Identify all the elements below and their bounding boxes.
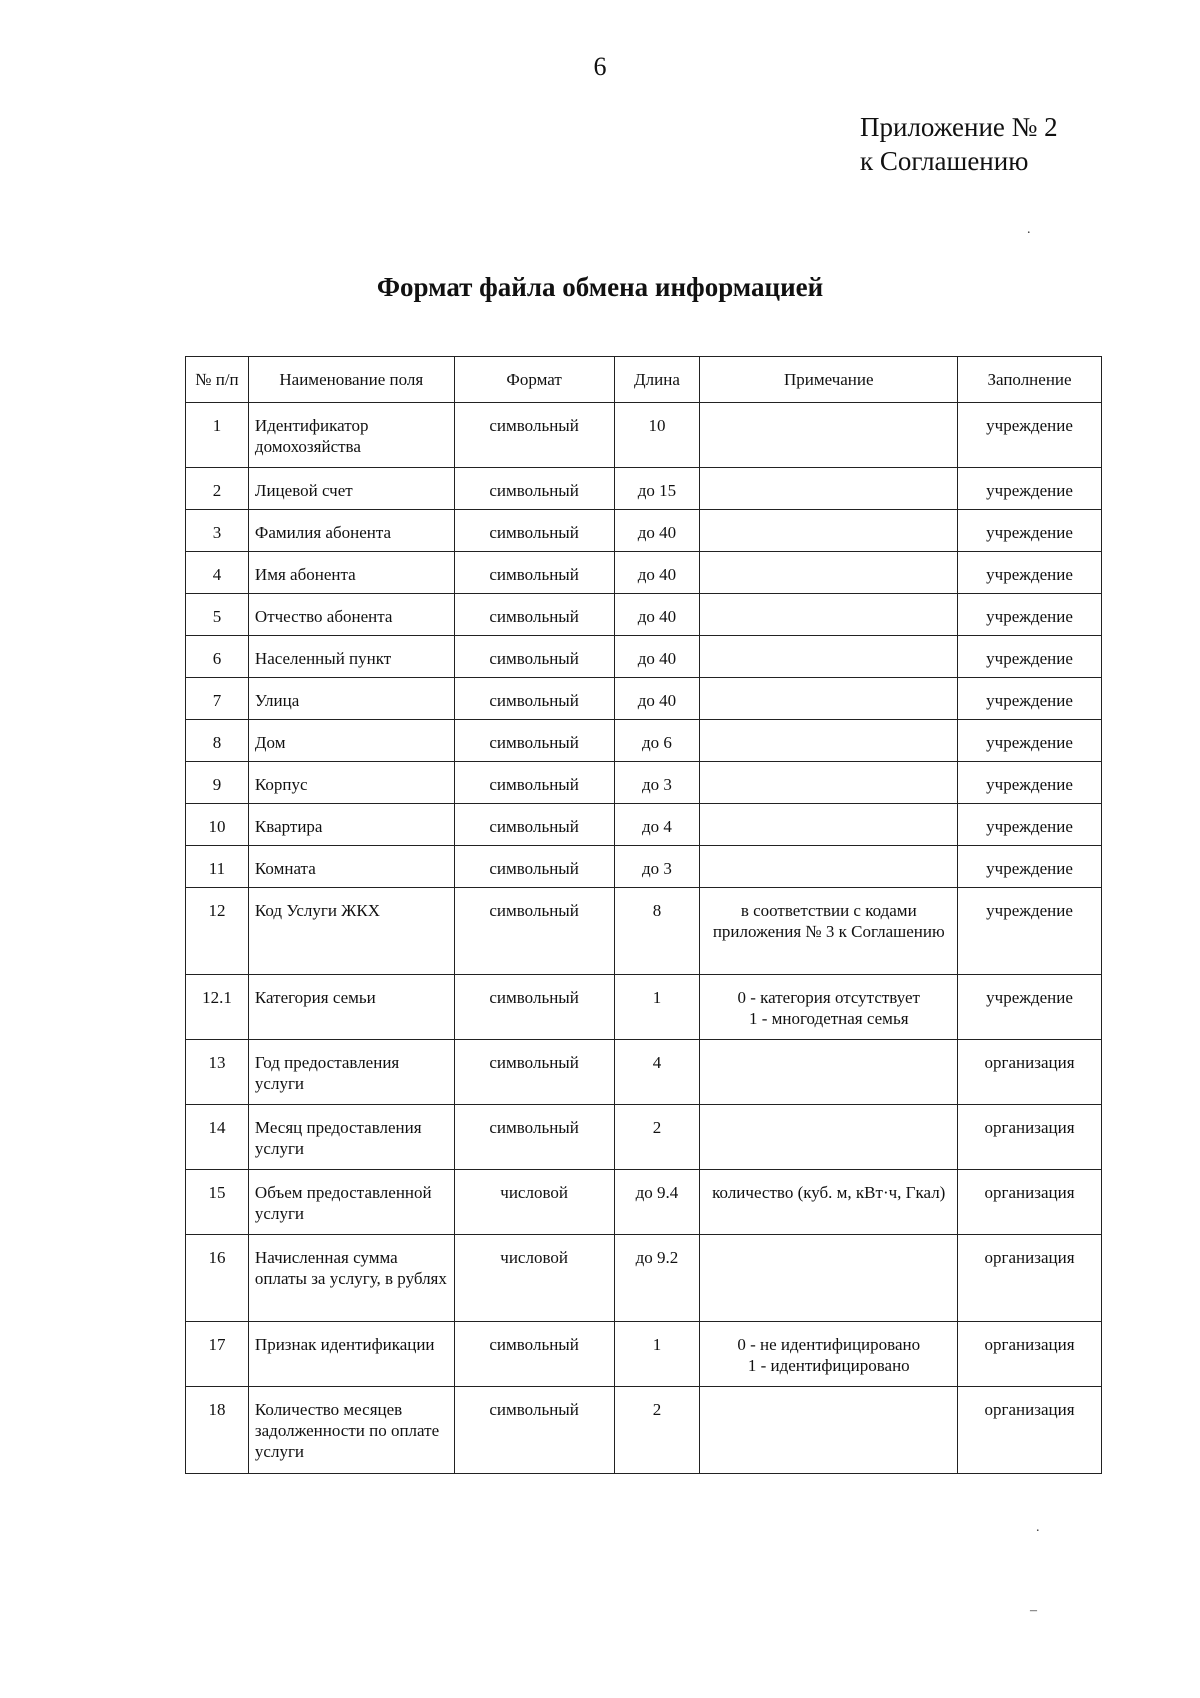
- cell-filling: учреждение: [958, 552, 1102, 594]
- cell-note: [700, 636, 958, 678]
- table-row: [186, 1235, 1102, 1322]
- cell-filling: учреждение: [958, 888, 1102, 975]
- cell-field-name: Объем предоставленной услуги: [248, 1170, 454, 1235]
- cell-format: символьный: [454, 1105, 614, 1170]
- cell-number: 2: [186, 468, 249, 510]
- cell-format: символьный: [454, 1322, 614, 1387]
- cell-length: до 3: [614, 846, 700, 888]
- cell-note: [700, 552, 958, 594]
- cell-field-name: Идентификатор домохозяйства: [248, 403, 454, 468]
- cell-filling: учреждение: [958, 762, 1102, 804]
- cell-number: 7: [186, 678, 249, 720]
- cell-note: [700, 1105, 958, 1170]
- header-field-name: Наименование поля: [248, 357, 454, 403]
- cell-note: [700, 678, 958, 720]
- cell-note: [700, 1235, 958, 1322]
- cell-filling: учреждение: [958, 846, 1102, 888]
- cell-filling: учреждение: [958, 720, 1102, 762]
- cell-field-name: Код Услуги ЖКХ: [248, 888, 454, 975]
- cell-format: символьный: [454, 552, 614, 594]
- cell-length: 10: [614, 403, 700, 468]
- cell-number: 13: [186, 1040, 249, 1105]
- cell-note: [700, 468, 958, 510]
- table-row: [186, 846, 1102, 888]
- file-format-table: [185, 356, 1102, 1474]
- cell-format: символьный: [454, 720, 614, 762]
- note-line: 0 - категория отсутствует: [737, 988, 920, 1007]
- page-number: 6: [593, 52, 607, 81]
- cell-note: [700, 762, 958, 804]
- table-row: [186, 762, 1102, 804]
- cell-number: 16: [186, 1235, 249, 1322]
- cell-length: до 6: [614, 720, 700, 762]
- cell-field-name: Лицевой счет: [248, 468, 454, 510]
- cell-format: символьный: [454, 975, 614, 1040]
- scan-speck: .: [1027, 222, 1031, 237]
- header-format: Формат: [454, 357, 614, 403]
- cell-number: 6: [186, 636, 249, 678]
- cell-filling: учреждение: [958, 510, 1102, 552]
- cell-number: 18: [186, 1387, 249, 1474]
- cell-number: 10: [186, 804, 249, 846]
- cell-length: до 9.4: [614, 1170, 700, 1235]
- cell-number: 12.1: [186, 975, 249, 1040]
- cell-field-name: Корпус: [248, 762, 454, 804]
- cell-note: [700, 594, 958, 636]
- table-header-row: [186, 357, 1102, 403]
- cell-format: числовой: [454, 1235, 614, 1322]
- cell-format: символьный: [454, 468, 614, 510]
- appendix-line-2: к Соглашению: [860, 146, 1029, 176]
- cell-length: до 40: [614, 636, 700, 678]
- cell-filling: учреждение: [958, 468, 1102, 510]
- cell-note: [700, 846, 958, 888]
- cell-field-name: Дом: [248, 720, 454, 762]
- table-row: [186, 720, 1102, 762]
- cell-field-name: Фамилия абонента: [248, 510, 454, 552]
- note-line: 1 - многодетная семья: [748, 1009, 909, 1028]
- cell-field-name: Имя абонента: [248, 552, 454, 594]
- cell-note: [700, 403, 958, 468]
- cell-note: [700, 1387, 958, 1474]
- cell-filling: организация: [958, 1235, 1102, 1322]
- cell-filling: организация: [958, 1387, 1102, 1474]
- cell-note: [700, 720, 958, 762]
- scan-speck: –: [1030, 1603, 1037, 1618]
- cell-filling: организация: [958, 1322, 1102, 1387]
- cell-length: до 4: [614, 804, 700, 846]
- cell-format: символьный: [454, 1040, 614, 1105]
- cell-filling: организация: [958, 1105, 1102, 1170]
- cell-length: 4: [614, 1040, 700, 1105]
- cell-format: символьный: [454, 636, 614, 678]
- cell-length: до 40: [614, 510, 700, 552]
- cell-note: [700, 1322, 958, 1387]
- cell-number: 9: [186, 762, 249, 804]
- cell-field-name: Начисленная сумма оплаты за услугу, в рублях: [248, 1235, 454, 1322]
- cell-length: 8: [614, 888, 700, 975]
- cell-filling: учреждение: [958, 594, 1102, 636]
- cell-format: символьный: [454, 762, 614, 804]
- cell-number: 17: [186, 1322, 249, 1387]
- cell-number: 5: [186, 594, 249, 636]
- cell-filling: организация: [958, 1170, 1102, 1235]
- cell-number: 8: [186, 720, 249, 762]
- appendix-line-1: Приложение № 2: [860, 112, 1058, 142]
- cell-filling: учреждение: [958, 403, 1102, 468]
- table-row: [186, 1170, 1102, 1235]
- document-title: Формат файла обмена информацией: [376, 272, 824, 302]
- cell-field-name: Категория семьи: [248, 975, 454, 1040]
- cell-field-name: Признак идентификации: [248, 1322, 454, 1387]
- scan-speck: .: [1036, 1520, 1040, 1535]
- cell-filling: учреждение: [958, 804, 1102, 846]
- cell-length: до 40: [614, 552, 700, 594]
- cell-field-name: Отчество абонента: [248, 594, 454, 636]
- cell-number: 11: [186, 846, 249, 888]
- cell-number: 15: [186, 1170, 249, 1235]
- cell-format: символьный: [454, 678, 614, 720]
- cell-format: символьный: [454, 888, 614, 975]
- header-number: № п/п: [186, 357, 249, 403]
- cell-number: 14: [186, 1105, 249, 1170]
- table-row: [186, 1040, 1102, 1105]
- table-row: [186, 403, 1102, 468]
- cell-length: 1: [614, 1322, 700, 1387]
- cell-note: [700, 510, 958, 552]
- cell-number: 12: [186, 888, 249, 975]
- cell-format: символьный: [454, 594, 614, 636]
- cell-note: [700, 1040, 958, 1105]
- cell-length: 2: [614, 1105, 700, 1170]
- note-line: 1 - идентифицировано: [747, 1356, 910, 1375]
- cell-format: символьный: [454, 1387, 614, 1474]
- cell-note: [700, 804, 958, 846]
- cell-filling: учреждение: [958, 678, 1102, 720]
- cell-length: до 9.2: [614, 1235, 700, 1322]
- cell-format: символьный: [454, 510, 614, 552]
- cell-format: символьный: [454, 846, 614, 888]
- table-row: [186, 1105, 1102, 1170]
- cell-filling: учреждение: [958, 636, 1102, 678]
- table-row: [186, 594, 1102, 636]
- table-row: [186, 1322, 1102, 1387]
- table-row: [186, 678, 1102, 720]
- cell-field-name: Населенный пункт: [248, 636, 454, 678]
- table-row: [186, 510, 1102, 552]
- cell-length: до 40: [614, 678, 700, 720]
- table-row: [186, 552, 1102, 594]
- appendix-reference: [860, 110, 1058, 178]
- cell-format: числовой: [454, 1170, 614, 1235]
- cell-format: символьный: [454, 403, 614, 468]
- table-row: [186, 468, 1102, 510]
- cell-note: количество (куб. м, кВт·ч, Гкал): [700, 1170, 958, 1235]
- cell-field-name: Квартира: [248, 804, 454, 846]
- cell-filling: учреждение: [958, 975, 1102, 1040]
- cell-field-name: Количество месяцев задолженности по оплате услуги: [248, 1387, 454, 1474]
- cell-number: 4: [186, 552, 249, 594]
- cell-number: 1: [186, 403, 249, 468]
- header-filling: Заполнение: [958, 357, 1102, 403]
- cell-length: до 40: [614, 594, 700, 636]
- cell-format: символьный: [454, 804, 614, 846]
- cell-number: 3: [186, 510, 249, 552]
- cell-length: до 3: [614, 762, 700, 804]
- cell-field-name: Комната: [248, 846, 454, 888]
- cell-filling: организация: [958, 1040, 1102, 1105]
- header-length: Длина: [614, 357, 700, 403]
- cell-field-name: Улица: [248, 678, 454, 720]
- cell-length: до 15: [614, 468, 700, 510]
- header-note: Примечание: [700, 357, 958, 403]
- cell-length: 2: [614, 1387, 700, 1474]
- cell-field-name: Месяц предоставления услуги: [248, 1105, 454, 1170]
- cell-length: 1: [614, 975, 700, 1040]
- table-row: [186, 804, 1102, 846]
- table-row: [186, 636, 1102, 678]
- cell-field-name: Год предоставления услуги: [248, 1040, 454, 1105]
- cell-note: [700, 975, 958, 1040]
- table-row: [186, 1387, 1102, 1474]
- table-row: [186, 888, 1102, 975]
- note-line: 0 - не идентифицировано: [737, 1335, 921, 1354]
- table-row: [186, 975, 1102, 1040]
- cell-note: в соответствии с кодами приложения № 3 к Соглашению: [700, 888, 958, 975]
